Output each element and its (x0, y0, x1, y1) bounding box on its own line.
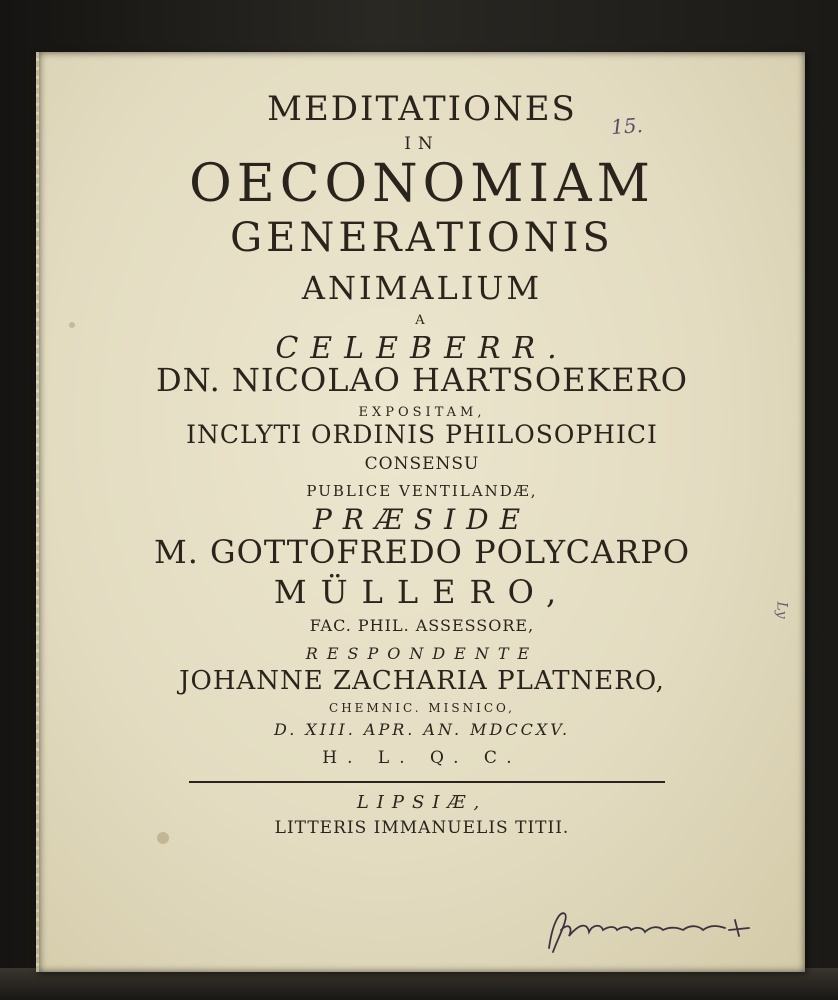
title-generationis: GENERATIONIS (230, 215, 614, 261)
title-a: A (415, 313, 429, 328)
imprint-divider (189, 781, 665, 783)
hlqc-formula: H. L. Q. C. (322, 748, 522, 768)
title-oeconomiam: OECONOMIAM (189, 154, 655, 214)
title-celeberr: CELEBERR. (275, 331, 569, 366)
praeses-title: FAC. PHIL. ASSESSORE, (309, 616, 535, 635)
handwritten-margin-note: Ly (773, 601, 790, 619)
imprint-place: LIPSIÆ, (356, 792, 488, 813)
title-respondente: RESPONDENTE (305, 644, 539, 663)
title-meditationes: MEDITATIONES (267, 89, 577, 129)
praeses-name: M. GOTTOFREDO POLYCARPO (153, 533, 691, 571)
disputation-date: D. XIII. APR. AN. MDCCXV. (273, 720, 571, 739)
handwritten-signature (539, 900, 769, 960)
ordo-philosophici: INCLYTI ORDINIS PHILOSOPHICI (186, 420, 658, 449)
handwritten-folio-number: 15. (610, 112, 644, 140)
title-consensu: CONSENSU (364, 454, 480, 474)
respondent-origin: CHEMNIC. MISNICO, (329, 701, 515, 715)
display-shelf (0, 968, 838, 1000)
title-animalium: ANIMALIUM (301, 269, 543, 307)
title-in: IN (404, 134, 440, 154)
title-publice-ventilandae: PUBLICE VENTILANDÆ, (306, 482, 538, 500)
praeses-surname: MÜLLERO, (273, 573, 571, 611)
author-name: DN. NICOLAO HARTSOEKERO (155, 361, 689, 399)
title-expositam: EXPOSITAM, (358, 405, 486, 420)
imprint-printer: LITTERIS IMMANUELIS TITII. (274, 818, 570, 838)
title-page-sheet (36, 52, 805, 972)
title-praeside: PRÆSIDE (312, 503, 532, 536)
respondent-name: JOHANNE ZACHARIA PLATNERO, (179, 666, 665, 696)
